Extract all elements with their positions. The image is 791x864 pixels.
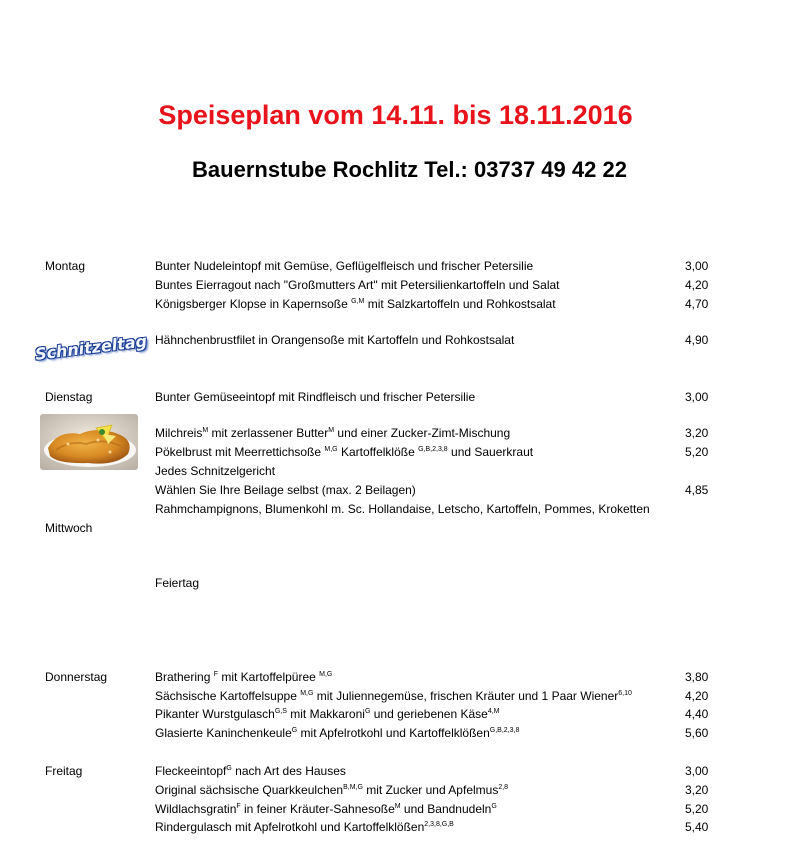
page-title: Speiseplan vom 14.11. bis 18.11.2016	[158, 100, 633, 130]
day-label-mittwoch: Mittwoch	[45, 521, 93, 535]
schnitzeltag-badge: Schnitzeltag	[34, 331, 148, 364]
allergen-code: 2,8	[498, 784, 509, 791]
menu-item-text: Rahmchampignons, Blumenkohl m. Sc. Hollandaise, Letscho, Kartoffeln, Pommes, Kroketten	[155, 502, 650, 516]
allergen-code: F	[213, 671, 218, 678]
menu-item-price: 4,40	[685, 707, 709, 721]
menu-item-text: Wählen Sie Ihre Beilage selbst (max. 2 Beilagen)	[155, 483, 416, 497]
menu-item-price: 3,00	[685, 390, 709, 404]
menu-item-price: 5,60	[685, 726, 709, 740]
menu-item-price: 4,85	[685, 483, 709, 497]
allergen-code: F	[236, 803, 241, 810]
menu-item-price: 4,20	[685, 278, 709, 292]
schnitzel-photo	[40, 414, 138, 470]
menu-item-text: Königsberger Klopse in Kapernsoße $^{G,M}$ mit Salzkartoffeln und Rohkostsalat	[155, 297, 556, 311]
menu-item-text: Bunter Nudeleintopf mit Gemüse, Geflügelfleisch und frischer Petersilie	[155, 259, 534, 273]
menu-item-price: 4,90	[685, 333, 709, 347]
allergen-code: G	[291, 727, 298, 734]
allergen-code: G	[491, 803, 497, 810]
allergen-code: 2,3,8,G,B	[424, 821, 454, 828]
allergen-code: G,B,2,3,8	[418, 446, 448, 453]
menu-item-text: Glasierte Kaninchenkeule$^G$ mit Apfelrotkohl und Kartoffelklößen$^{G,B,2,3,8}$	[155, 726, 520, 740]
allergen-code: M	[394, 803, 401, 810]
allergen-code: B,M,G	[343, 784, 363, 791]
menu-item-price: 4,20	[685, 689, 709, 703]
menu-item-text: Buntes Eierragout nach "Großmutters Art" mit Petersilienkartoffeln und Salat	[155, 278, 560, 292]
menu-item-text: Sächsische Kartoffelsuppe $^{M,G}$ mit Juliennegemüse, frischen Kräuter und 1 Paar Wiener$^{6,10}$	[155, 689, 632, 703]
menu-item-text: Hähnchenbrustfilet in Orangensoße mit Kartoffeln und Rohkostsalat	[155, 333, 515, 347]
menu-item-text: Rindergulasch mit Apfelrotkohl und Kartoffelklößen$^{2,3,8,G,B}$	[155, 820, 454, 834]
allergen-code: G,M	[351, 298, 365, 305]
allergen-code: M	[328, 427, 335, 434]
day-label-montag: Montag	[45, 259, 86, 273]
menu-item-text: Brathering $^F$ mit Kartoffelpüree $^{M,G}$	[155, 670, 333, 684]
menu-item-price: 4,70	[685, 297, 709, 311]
allergen-code: M	[202, 427, 209, 434]
allergen-code: G,B,2,3,8	[489, 727, 520, 734]
allergen-code: 6,10	[618, 690, 632, 697]
menu-item-text: Pökelbrust mit Meerrettichsoße $^{M,G}$ Kartoffelklöße $^{G,B,2,3,8}$ und Sauerkraut	[155, 445, 534, 459]
menu-item-text: Milchreis$^M$ mit zerlassener Butter$^M$ und einer Zucker-Zimt-Mischung	[155, 426, 511, 440]
menu-item-price: 3,00	[685, 259, 709, 273]
menu-item-text: Fleckeeintopf$^G$ nach Art des Hauses	[155, 764, 346, 778]
menu-item-price: 5,20	[685, 802, 709, 816]
allergen-code: M,G	[324, 446, 338, 453]
menu-item-text: Original sächsische Quarkkeulchen$^{B,M,G}$ mit Zucker und Apfelmus$^{2,8}$	[155, 783, 509, 797]
menu-item-text: Pikanter Wurstgulasch$^{G,S}$ mit Makkaroni$^G$ und geriebenen Käse$^{4,M}$	[155, 707, 500, 721]
day-label-dienstag: Dienstag	[45, 390, 93, 404]
allergen-code: M,G	[300, 690, 314, 697]
allergen-code: M,G	[319, 671, 333, 678]
allergen-code: G	[364, 708, 371, 715]
menu-item-text: Wildlachsgratin$^F$ in feiner Kräuter-Sahnesoße$^M$ und Bandnudeln$^G$	[155, 802, 497, 816]
holiday-note: Feiertag	[155, 576, 200, 590]
menu-item-price: 3,00	[685, 764, 709, 778]
menu-item-price: 5,40	[685, 820, 709, 834]
allergen-code: 4,M	[487, 708, 500, 715]
menu-item-text: Bunter Gemüseeintopf mit Rindfleisch und frischer Petersilie	[155, 390, 476, 404]
allergen-code: G,S	[274, 708, 287, 715]
day-label-donnerstag: Donnerstag	[45, 670, 108, 684]
menu-item-price: 3,20	[685, 426, 709, 440]
allergen-code: G	[226, 765, 232, 772]
day-label-freitag: Freitag	[45, 764, 83, 778]
menu-item-price: 5,20	[685, 445, 709, 459]
menu-item-text: Jedes Schnitzelgericht	[155, 464, 276, 478]
menu-item-price: 3,80	[685, 670, 709, 684]
menu-item-price: 3,20	[685, 783, 709, 797]
restaurant-contact: Bauernstube Rochlitz Tel.: 03737 49 42 22	[192, 157, 627, 182]
